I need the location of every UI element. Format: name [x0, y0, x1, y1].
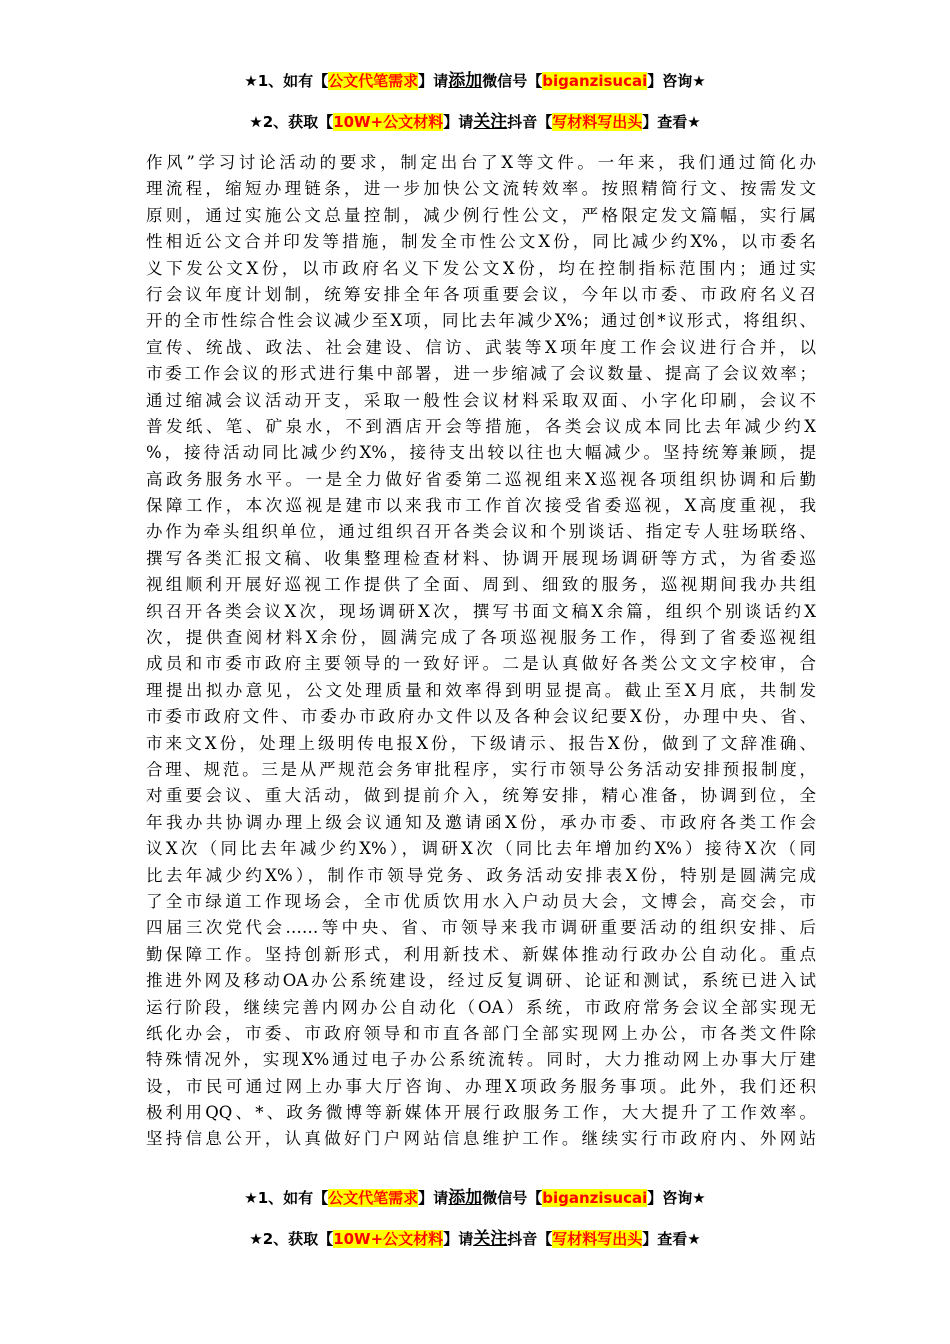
- body-line: 成员和市委市政府主要领导的一致好评。二是认真做好各类公文文字校审，合: [146, 654, 816, 674]
- body-line: 市委市政府文件、市委办市政府办文件以及各种会议纪要X份，办理中央、省、: [146, 707, 816, 727]
- body-line: 次，提供查阅材料X余份，圆满完成了各项巡视服务工作，得到了省委巡视组: [146, 628, 816, 648]
- banner-text: 】查看★: [642, 113, 701, 131]
- body-line: 坚持信息公开，认真做好门户网站信息维护工作。继续实行市政府内、外网站: [146, 1129, 816, 1149]
- banner-text: 】请: [418, 1189, 449, 1207]
- banner-highlight: 写材料写出头: [552, 1230, 643, 1248]
- banner-text: 】咨询★: [647, 1189, 706, 1207]
- body-line: 义下发公文X份，以市政府名义下发公文X份，均在控制指标范围内；通过实: [146, 258, 816, 278]
- banner-text: 】请: [443, 1230, 474, 1248]
- body-line: 了全市绿道工作现场会，全市优质饮用水入户动员大会，文博会，高交会，市: [146, 891, 816, 911]
- banner-text: 抖音【: [507, 113, 553, 131]
- body-line: 保障工作，本次巡视是建市以来我市工作首次接受省委巡视，X高度重视，我: [146, 496, 816, 516]
- body-line: 开的全市性综合性会议减少至X项，同比去年减少X%；通过创*议形式，将组织、: [146, 311, 816, 331]
- banner-text: 】咨询★: [647, 72, 706, 90]
- banner-highlight: 写材料写出头: [552, 113, 643, 131]
- body-line: 作风”学习讨论活动的要求，制定出台了X等文件。一年来，我们通过简化办: [146, 153, 816, 172]
- body-line: 设，市民可通过网上办事大厅咨询、办理X项政务服务事项。此外，我们还积: [146, 1076, 816, 1096]
- banner-text: 抖音【: [507, 1230, 553, 1248]
- body-line: 撰写各类汇报文稿、收集整理检查材料、协调开展现场调研等方式，为省委巡: [146, 548, 816, 568]
- body-line: 合理、规范。三是从严规范会务审批程序，实行市领导公务活动安排预报制度，: [146, 759, 816, 779]
- banner-emphasis: 添加: [448, 1188, 483, 1208]
- body-line: 通过缩减会议活动开支，采取一般性会议材料采取双面、小字化印刷，会议不: [146, 390, 816, 410]
- body-line: 勤保障工作。坚持创新形式，利用新技术、新媒体推动行政办公自动化。重点: [146, 944, 816, 964]
- banner-highlight: 公文代笔需求: [328, 72, 419, 90]
- body-line: 理提出拟办意见，公文处理质量和效率得到明显提高。截止至X月底，共制发: [146, 680, 816, 700]
- body-line: 对重要会议、重大活动，做到提前介入，统筹安排，精心准备，协调到位，全: [146, 786, 816, 806]
- body-line: 特殊情况外，实现X%通过电子办公系统流转。同时，大力推动网上办事大厅建: [146, 1050, 816, 1070]
- banner-text: ★2、获取【: [249, 1230, 334, 1248]
- banner-text: 微信号【: [482, 72, 543, 90]
- body-line: 织召开各类会议X次，现场调研X次，撰写书面文稿X余篇，组织个别谈话约X: [146, 601, 816, 621]
- body-line: 视组顺利开展好巡视工作提供了全面、周到、细致的服务，巡视期间我办共组: [146, 575, 816, 595]
- bottom-banner-wechat: [0, 1188, 950, 1208]
- body-line: 四届三次党代会……等中央、省、市领导来我市调研重要活动的组织安排、后: [146, 918, 816, 938]
- body-line: 市委工作会议的形式进行集中部署，进一步缩减了会议数量、提高了会议效率；: [146, 364, 816, 384]
- banner-highlight: 10W+公文材料: [333, 113, 444, 131]
- body-line: 办作为牵头组织单位，通过组织召开各类会议和个别谈话、指定专人驻场联络、: [146, 522, 816, 542]
- banner-text: ★1、如有【: [244, 1189, 329, 1207]
- banner-text: 】查看★: [642, 1230, 701, 1248]
- body-line: %，接待活动同比减少约X%，接待支出较以往也大幅减少。坚持统筹兼顾，提: [146, 443, 816, 463]
- body-line: 普发纸、笔、矿泉水，不到酒店开会等措施，各类会议成本同比去年减少约X: [146, 416, 816, 436]
- banner-text: ★1、如有【: [244, 72, 329, 90]
- body-line: 议X次（同比去年减少约X%），调研X次（同比去年增加约X%）接待X次（同: [146, 839, 816, 859]
- banner-text: 微信号【: [482, 1189, 543, 1207]
- banner-text: 】请: [418, 72, 449, 90]
- body-line: 极利用QQ、*、政务微博等新媒体开展行政服务工作，大大提升了工作效率。: [146, 1103, 816, 1123]
- banner-highlight: 公文代笔需求: [328, 1189, 419, 1207]
- body-line: 行会议年度计划制，统筹安排全年各项重要会议，今年以市委、市政府名义召: [146, 284, 816, 304]
- top-banner-douyin: [0, 112, 950, 132]
- banner-emphasis: 关注: [473, 112, 508, 132]
- banner-text: ★2、获取【: [249, 113, 334, 131]
- body-line: 高政务服务水平。一是全力做好省委第二巡视组来X巡视各项组织协调和后勤: [146, 469, 816, 489]
- body-line: 推进外网及移动OA办公系统建设，经过反复调研、论证和测试，系统已进入试: [146, 971, 816, 991]
- body-text: [146, 150, 816, 1153]
- top-banner-wechat: [0, 71, 950, 91]
- body-line: 运行阶段，继续完善内网办公自动化（OA）系统，市政府常务会议全部实现无: [146, 997, 816, 1017]
- banner-emphasis: 添加: [448, 71, 483, 91]
- body-line: 年我办共协调办理上级会议通知及邀请函X份，承办市委、市政府各类工作会: [146, 812, 816, 832]
- banner-emphasis: 关注: [473, 1229, 508, 1249]
- banner-highlight: biganzisucai: [542, 1189, 648, 1207]
- body-line: 性相近公文合并印发等措施，制发全市性公文X份，同比减少约X%，以市委名: [146, 232, 816, 252]
- body-line: 宣传、统战、政法、社会建设、信访、武装等X项年度工作会议进行合并，以: [146, 337, 816, 357]
- body-line: 纸化办会，市委、市政府领导和市直各部门全部实现网上办公，市各类文件除: [146, 1023, 816, 1043]
- body-line: 理流程，缩短办理链条，进一步加快公文流转效率。按照精简行文、按需发文: [146, 179, 816, 199]
- bottom-banner-douyin: [0, 1229, 950, 1249]
- banner-highlight: 10W+公文材料: [333, 1230, 444, 1248]
- banner-text: 】请: [443, 113, 474, 131]
- body-line: 市来文X份，处理上级明传电报X份，下级请示、报告X份，做到了文辞准确、: [146, 733, 816, 753]
- banner-highlight: biganzisucai: [542, 72, 648, 90]
- body-line: 比去年减少约X%），制作市领导党务、政务活动安排表X份，特别是圆满完成: [146, 865, 816, 885]
- body-line: 原则，通过实施公文总量控制，减少例行性公文，严格限定发文篇幅，实行属: [146, 205, 816, 225]
